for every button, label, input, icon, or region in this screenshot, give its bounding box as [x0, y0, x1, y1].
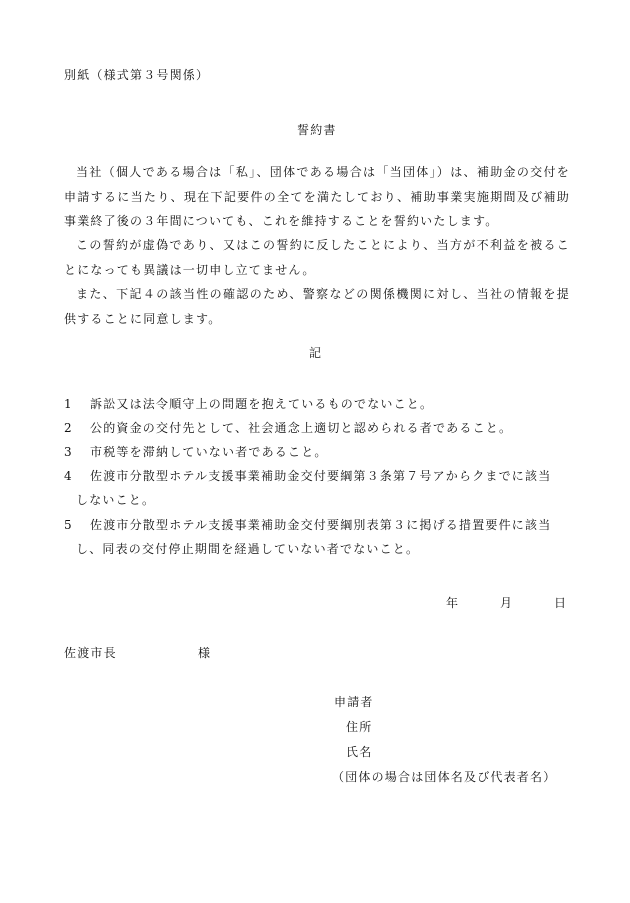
paragraph-3: また、下記４の該当性の確認のため、警察などの関係機関に対し、当社の情報を提供することに同意します。 — [64, 287, 570, 326]
item-number: 3 — [64, 445, 73, 459]
list-item — [64, 392, 570, 416]
item-text: 佐渡市分散型ホテル支援事業補助金交付要綱第３条第７号アからクまでに該当 — [90, 469, 552, 483]
item-text-continued: しないこと。 — [76, 493, 156, 507]
item-number: 5 — [64, 518, 73, 532]
address-label: 住所 — [346, 720, 373, 734]
item-text: 市税等を滞納していない者であること。 — [90, 445, 328, 459]
date-day-label: 日 — [554, 596, 568, 610]
item-number: 1 — [64, 397, 73, 411]
item-number: 4 — [64, 469, 73, 483]
item-text: 佐渡市分散型ホテル支援事業補助金交付要綱別表第３に掲げる措置要件に該当 — [90, 518, 552, 532]
list-item — [64, 416, 570, 440]
applicant-heading: 申請者 — [334, 695, 374, 709]
paragraph-2: この誓約が虚偽であり、又はこの誓約に反したことにより、当方が不利益を被ることになっても異議は一切申し立てません。 — [64, 238, 570, 277]
name-label: 氏名 — [346, 745, 373, 759]
date-month-label: 月 — [500, 596, 514, 610]
list-item — [64, 440, 570, 464]
list-item — [64, 464, 570, 512]
date-year-label: 年 — [446, 596, 460, 610]
header-note: 別紙（様式第３号関係） — [64, 68, 210, 82]
addressee-name: 佐渡市長 — [64, 646, 117, 660]
applicant-note: （団体の場合は団体名及び代表者名） — [332, 770, 557, 784]
paragraph-1: 当社（個人である場合は「私」、団体である場合は「当団体」）は、補助金の交付を申請するに当たり、現在下記要件の全てを満たしており、補助事業実施期間及び補助事業終了後の３年間についても、これを維持することを誓約いたします。 — [64, 165, 570, 228]
ki-heading: 記 — [309, 346, 323, 360]
item-number: 2 — [64, 421, 73, 435]
item-text: 訴訟又は法令順守上の問題を抱えているものでないこと。 — [90, 397, 434, 411]
document-title: 誓約書 — [297, 123, 337, 137]
addressee-honorific: 様 — [198, 646, 212, 660]
item-text-continued: し、同表の交付停止期間を経過していない者でないこと。 — [76, 542, 420, 556]
item-text: 公的資金の交付先として、社会通念上適切と認められる者であること。 — [90, 421, 513, 435]
list-item — [64, 513, 570, 561]
